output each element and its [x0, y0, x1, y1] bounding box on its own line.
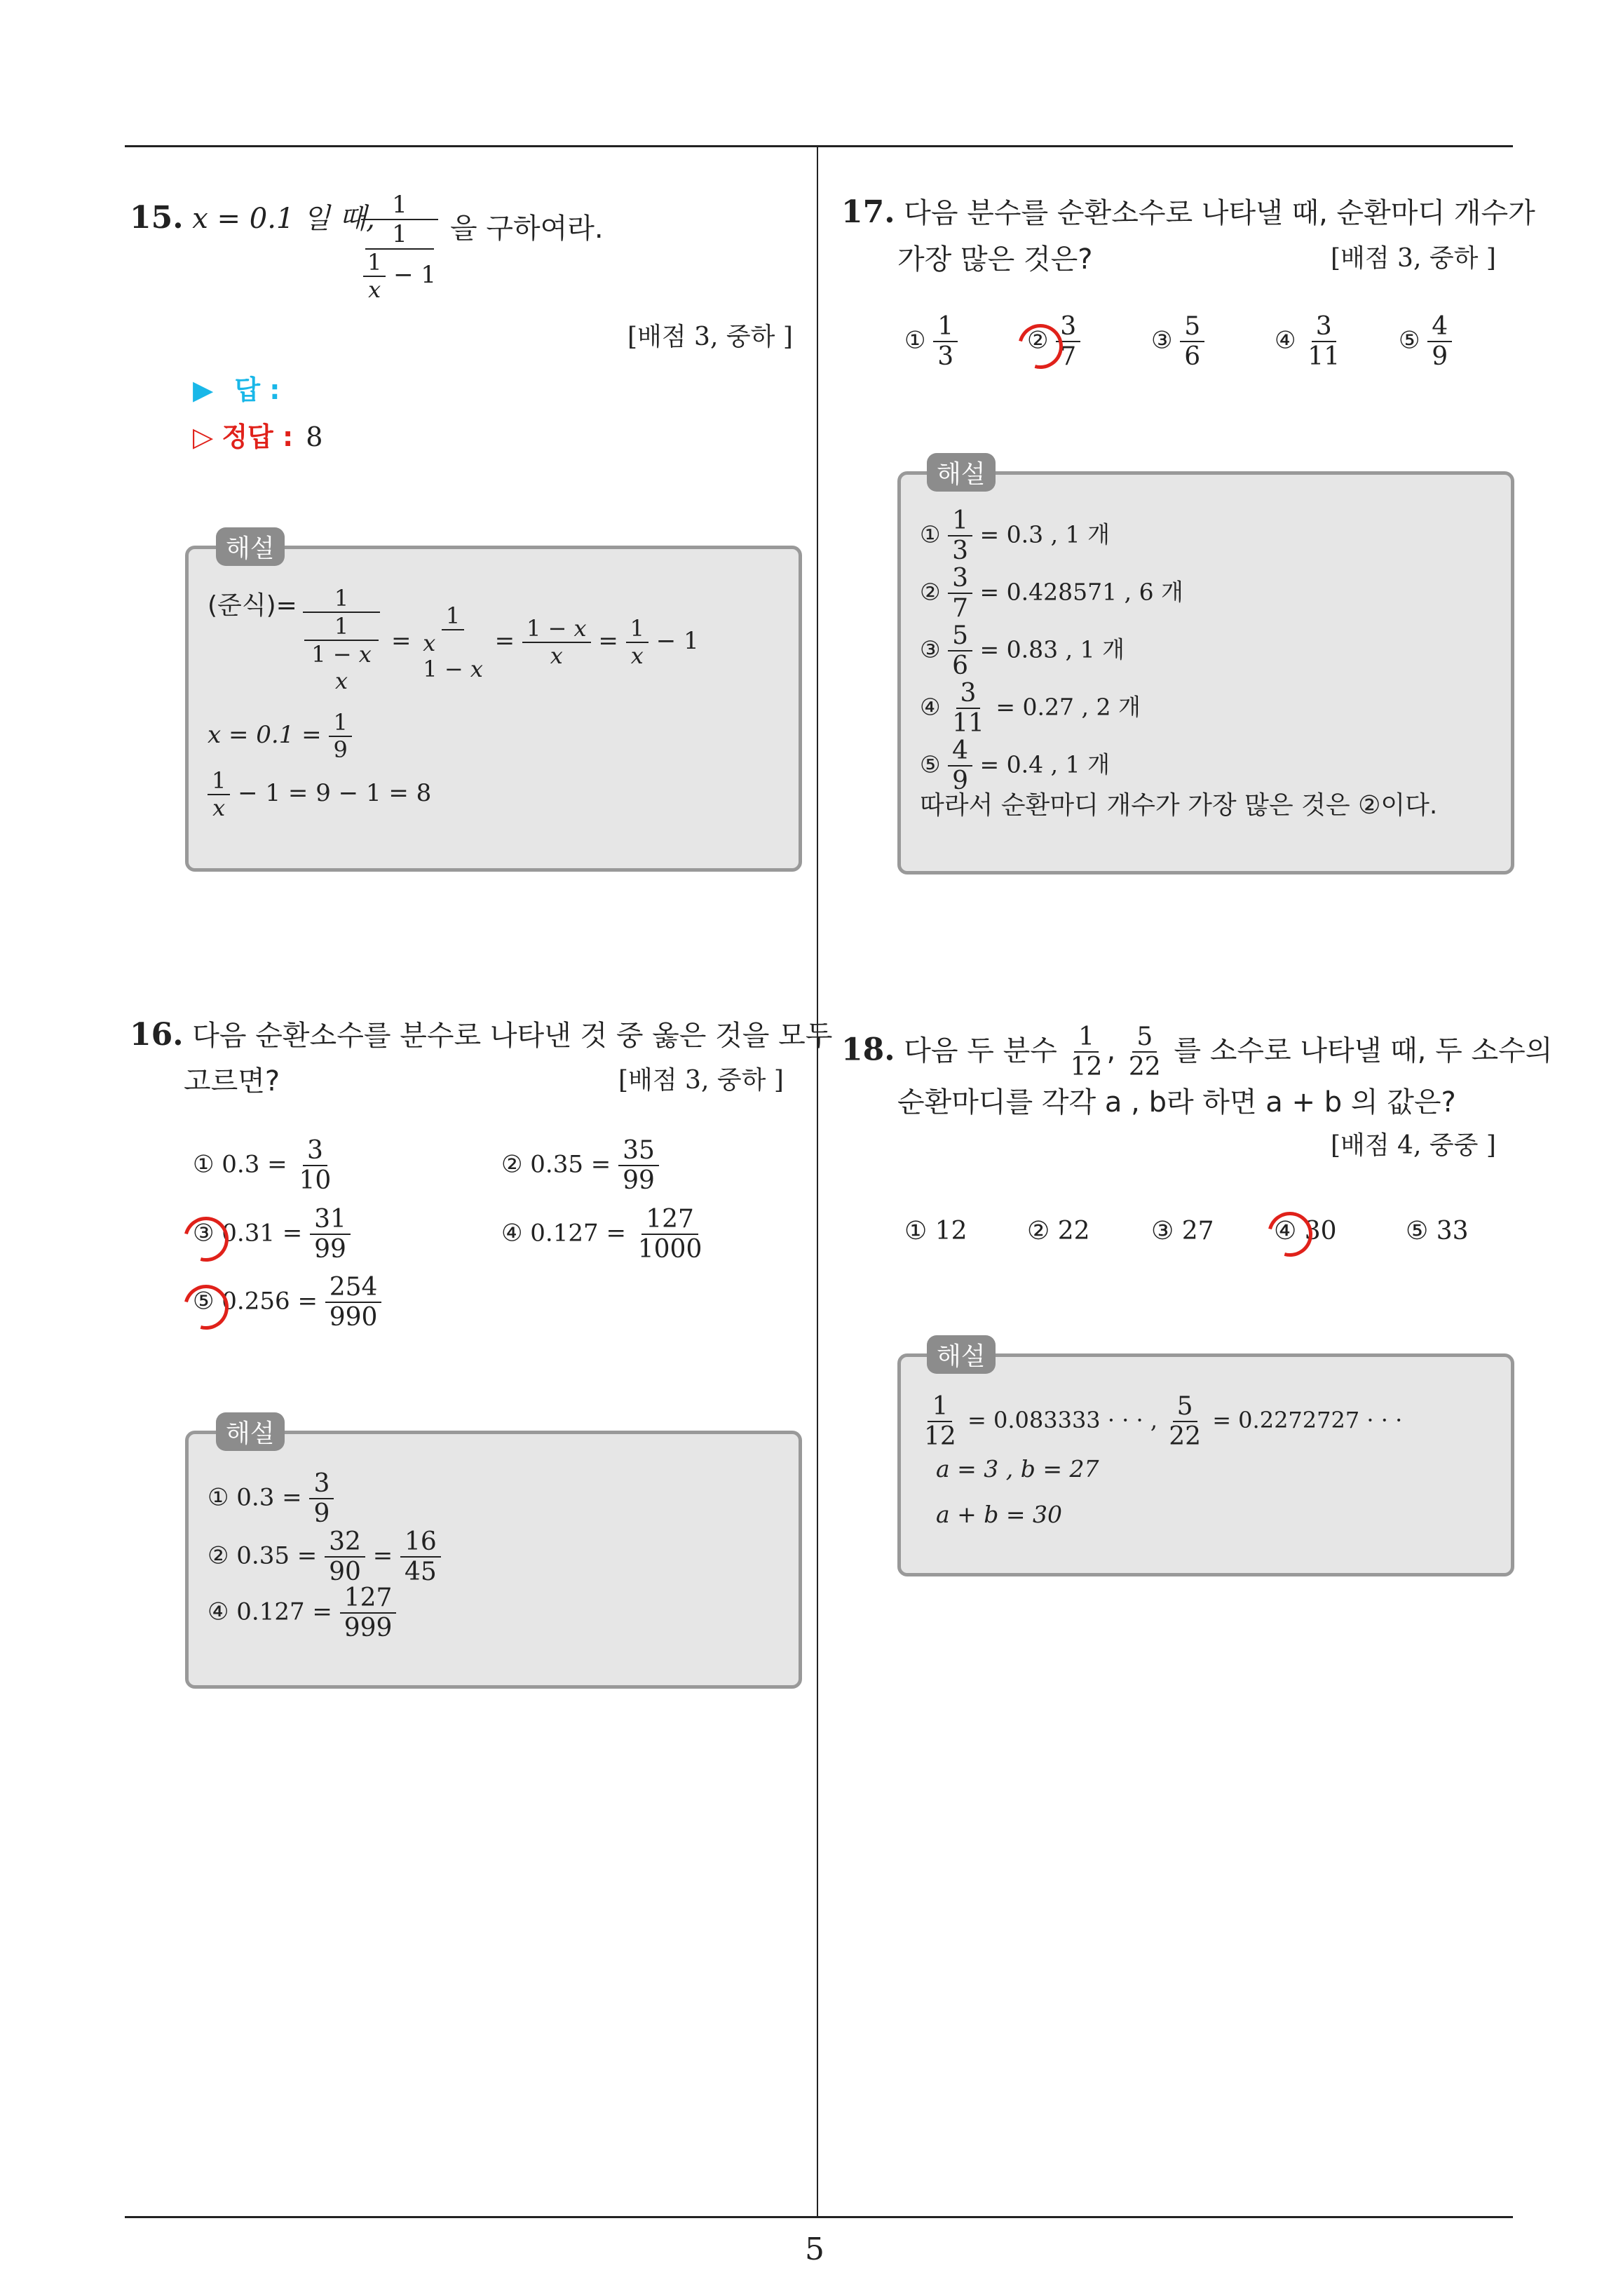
conclusion: 따라서 순환마디 개수가 가장 많은 것은 ②이다.: [920, 791, 1438, 820]
question-prefix: x = 0.1 일 때,: [192, 203, 375, 235]
question-suffix: 을 구하여라.: [450, 212, 604, 245]
explanation-tag: 해설: [216, 527, 285, 566]
question-text-2: 가장 많은 것은?: [897, 243, 1093, 276]
option-5[interactable]: ⑤ 33: [1406, 1217, 1469, 1245]
question-17: [841, 191, 1535, 231]
answer-row: [193, 368, 280, 407]
option-3[interactable]: ③ 0.31 = $\frac{31}{99}$: [193, 1205, 351, 1264]
explanation-tag: 해설: [216, 1412, 285, 1451]
q18-explain-line1: $\frac{1}{12}$ = 0.083333 · · · , $\frac{5}{22}$ = 0.2272727 · · ·: [924, 1392, 1403, 1452]
q15-explain-line3: $\frac{1}{x}$ − 1 = 9 − 1 = 8: [208, 768, 431, 821]
correct-label: 정답 :: [222, 421, 294, 452]
q15-explain-line1: (준식)=: [208, 591, 297, 620]
q15-complex-fraction: 1 1 $\frac{1}{x}$ − 1: [361, 191, 438, 303]
option-3[interactable]: ③ $\frac{5}{6}$: [1151, 312, 1204, 372]
bottom-rule: [125, 2216, 1513, 2218]
question-text-2: 고르면?: [184, 1065, 280, 1098]
explain-row: ⑤ $\frac{4}{9}$ = 0.4 , 1 개: [920, 736, 1110, 796]
question-number: 17.: [841, 194, 895, 230]
q15-explain-fraction-a: 1 1 1 − x x: [303, 585, 380, 694]
question-text-2: 순환마디를 각각 a , b라 하면 a + b 의 값은?: [897, 1086, 1456, 1119]
explain-row: ① $\frac{1}{3}$ = 0.3 , 1 개: [920, 506, 1110, 566]
option-5[interactable]: ⑤ 0.256 = $\frac{254}{990}$: [193, 1273, 381, 1332]
score-label: [배점 3, 중하 ]: [1331, 244, 1496, 273]
page-number: 5: [805, 2231, 824, 2267]
option-2[interactable]: ② 22: [1027, 1217, 1090, 1245]
option-1[interactable]: ① 12: [904, 1217, 967, 1245]
play-arrow-icon: ▶: [193, 374, 214, 405]
question-18: 18. 다음 두 분수 $\frac{1}{12}$ , $\frac{5}{22}$ 를 소수로 나타낼 때, 두 소수의: [841, 1022, 1553, 1082]
correct-value: 8: [306, 421, 323, 452]
option-4[interactable]: ④ 30: [1274, 1217, 1337, 1245]
q18-explain-line3: a + b = 30: [936, 1501, 1063, 1528]
q17-explain-list: [920, 506, 1437, 821]
selected-mark-icon: [1259, 1203, 1320, 1264]
column-divider: [817, 145, 818, 2217]
score-label: [배점 3, 중하 ]: [618, 1066, 784, 1095]
explain-row: ④ $\frac{3}{11}$ = 0.27 , 2 개: [920, 679, 1141, 738]
option-1[interactable]: ① $\frac{1}{3}$: [904, 312, 958, 372]
correct-answer-row: [193, 415, 322, 454]
q16-explain-2: ② 0.35 = $\frac{32}{90}$ = $\frac{16}{45}$: [208, 1527, 441, 1587]
question-number: 18.: [841, 1032, 895, 1068]
score-label: [배점 4, 중중 ]: [1331, 1131, 1496, 1160]
question-number: 15.: [130, 200, 184, 236]
q15-explain-rest: = 1 x 1 − x = $\frac{1 - x}{x}$ = $\frac{1}{x}$ − 1: [391, 602, 699, 682]
explanation-tag: 해설: [927, 1335, 996, 1374]
question-text: 다음 분수를 순환소수로 나타낼 때, 순환마디 개수가: [904, 197, 1535, 229]
question-text: 다음 순환소수를 분수로 나타낸 것 중 옳은 것을 모두: [192, 1020, 833, 1052]
q15-explain-line2: x = 0.1 = $\frac{1}{9}$: [208, 710, 352, 763]
option-2[interactable]: ② $\frac{3}{7}$: [1027, 312, 1080, 372]
option-4[interactable]: ④ $\frac{3}{11}$: [1275, 312, 1340, 372]
option-1[interactable]: ① 0.3 = $\frac{3}{10}$: [193, 1136, 332, 1196]
explanation-tag: 해설: [927, 453, 996, 492]
question-number: 16.: [130, 1017, 184, 1053]
score-label: [배점 3, 중하 ]: [627, 323, 793, 351]
question-15: [130, 196, 375, 236]
explain-row: ③ $\frac{5}{6}$ = 0.83 , 1 개: [920, 621, 1125, 681]
top-rule: [125, 145, 1513, 147]
option-4[interactable]: ④ 0.127 = $\frac{127}{1000}$: [501, 1205, 702, 1264]
option-5[interactable]: ⑤ $\frac{4}{9}$: [1399, 312, 1452, 372]
outline-arrow-icon: ▷: [193, 421, 214, 452]
q18-options: [904, 1217, 1469, 1245]
question-16: [130, 1013, 832, 1053]
answer-label: 답 :: [234, 374, 280, 405]
option-3[interactable]: ③ 27: [1151, 1217, 1214, 1245]
q16-explain-1: ① 0.3 = $\frac{3}{9}$: [208, 1469, 334, 1529]
explain-row: ② $\frac{3}{7}$ = 0.428571 , 6 개: [920, 564, 1183, 623]
q16-explain-3: ④ 0.127 = $\frac{127}{999}$: [208, 1583, 396, 1643]
option-2[interactable]: ② 0.35 = $\frac{35}{99}$: [501, 1136, 659, 1196]
q18-explain-line2: a = 3 , b = 27: [936, 1455, 1099, 1483]
